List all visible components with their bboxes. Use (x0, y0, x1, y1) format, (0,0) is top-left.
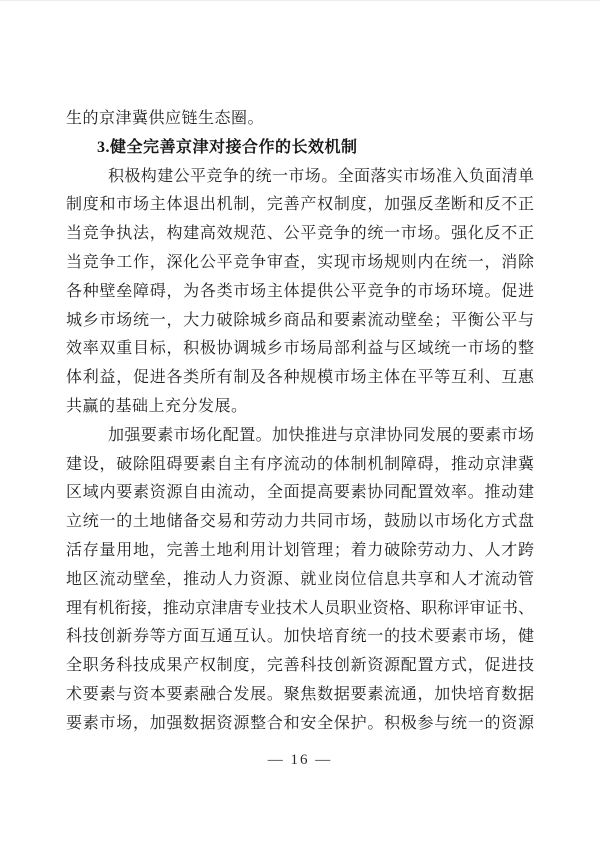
text-line: 城乡市场统一，大力破除城乡商品和要素流动壁垒；平衡公平与 (66, 311, 534, 329)
section-heading: 3.健全完善京津对接合作的长效机制 (97, 138, 358, 156)
page-number: — 16 — (267, 752, 333, 768)
text-line: 体利益，促进各类所有制及各种规模市场主体在平等互利、互惠 (66, 369, 534, 387)
text-line: 制度和市场主体退出机制，完善产权制度，加强反垄断和反不正 (66, 196, 534, 214)
text-line: 当竞争执法，构建高效规范、公平竞争的统一市场。强化反不正 (66, 225, 534, 243)
text-line: 建设，破除阻碍要素自主有序流动的体制机制障碍，推动京津冀 (66, 455, 534, 473)
text-line: 效率双重目标，积极协调城乡市场局部利益与区域统一市场的整 (66, 340, 534, 358)
text-line: 立统一的土地储备交易和劳动力共同市场，鼓励以市场化方式盘 (66, 513, 534, 531)
document-body (66, 105, 534, 739)
text-line: 各种壁垒障碍，为各类市场主体提供公平竞争的市场环境。促进 (66, 282, 534, 300)
text-line: 全职务科技成果产权制度，完善科技创新资源配置方式，促进技 (66, 657, 534, 675)
text-line: 区域内要素资源自由流动，全面提高要素协同配置效率。推动建 (66, 484, 534, 502)
text-line: 要素市场，加强数据资源整合和安全保护。积极参与统一的资源 (66, 714, 534, 732)
text-line: 生的京津冀供应链生态圈。 (66, 110, 265, 127)
text-line: 活存量用地，完善土地利用计划管理；着力破除劳动力、人才跨 (66, 541, 534, 559)
text-line: 加强要素市场化配置。加快推进与京津协同发展的要素市场 (108, 426, 534, 444)
text-line: 理有机衔接，推动京津唐专业技术人员职业资格、职称评审证书、 (66, 599, 534, 617)
text-line: 术要素与资本要素融合发展。聚焦数据要素流通，加快培育数据 (66, 685, 534, 703)
text-line: 地区流动壁垒，推动人力资源、就业岗位信息共享和人才流动管 (66, 570, 534, 588)
text-line: 积极构建公平竞争的统一市场。全面落实市场准入负面清单 (108, 167, 534, 185)
text-line: 共赢的基础上充分发展。 (66, 397, 248, 415)
text-line: 当竞争工作，深化公平竞争审查，实现市场规则内在统一，消除 (66, 253, 534, 271)
page-footer (0, 751, 600, 769)
text-line: 科技创新券等方面互通互认。加快培育统一的技术要素市场，健 (66, 628, 534, 646)
